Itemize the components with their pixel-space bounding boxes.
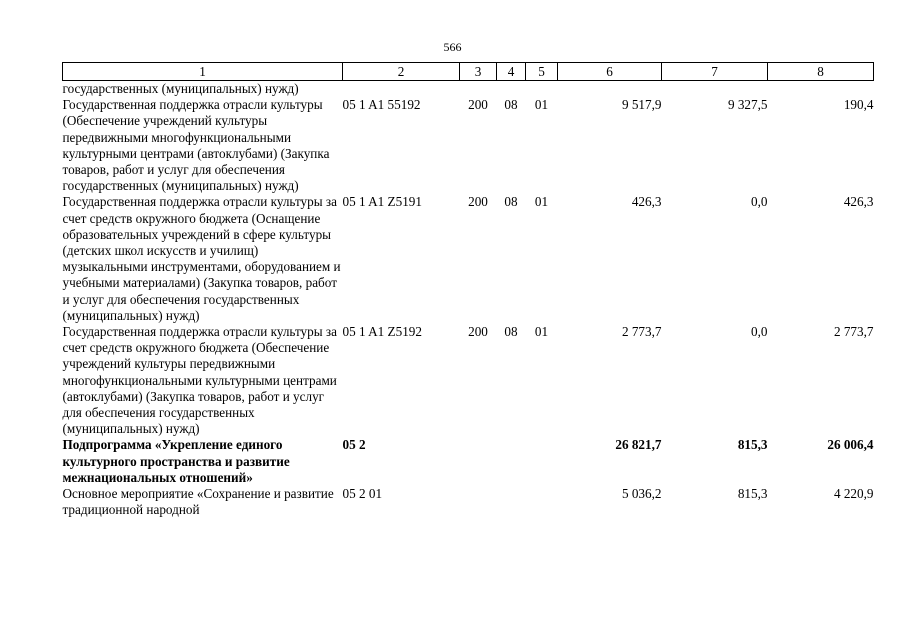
- header-cell-8: 8: [768, 63, 874, 81]
- header-cell-7: 7: [662, 63, 768, 81]
- row-col5: 01: [534, 194, 549, 210]
- header-cell-5: 5: [526, 63, 558, 81]
- row-code: 05 1 A1 Z5191: [342, 194, 422, 210]
- row-col7: 0,0: [751, 324, 768, 340]
- row-col8: 426,3: [843, 194, 874, 210]
- row-col6: 26 821,7: [615, 437, 662, 453]
- row-name: Основное мероприятие «Сохранение и развитие традиционной народной: [62, 486, 334, 518]
- row-code: 05 2 01: [342, 486, 383, 502]
- row-col5: [526, 437, 558, 486]
- row-name: Подпрограмма «Укрепление единого культурного пространства и развитие межнациональных отношений»: [62, 437, 290, 485]
- row-name: государственных (муниципальных) нужд): [62, 81, 299, 96]
- row-name: Государственная поддержка отрасли культуры за счет средств окружного бюджета (Обеспечение учреждений культуры передвижными многофункциональными культурными центрами (автоклубами) (Закупка товаров, работ и услуг для обеспечения государственных (муниципальных) нужд): [62, 324, 337, 437]
- table-row: [63, 437, 874, 486]
- row-col8: 190,4: [843, 97, 874, 113]
- row-col5: [526, 486, 558, 518]
- header-cell-6: 6: [558, 63, 662, 81]
- row-col4: 08: [504, 97, 518, 113]
- header-row: [63, 63, 874, 81]
- header-cell-3: 3: [460, 63, 497, 81]
- row-col8: [768, 81, 874, 98]
- row-col4: 08: [504, 324, 518, 340]
- row-col3: 200: [468, 97, 488, 113]
- row-col6: 2 773,7: [621, 324, 662, 340]
- row-code: 05 2: [342, 437, 366, 453]
- row-name: Государственная поддержка отрасли культуры (Обеспечение учреждений культуры передвижными многофункциональными культурными центрами (автоклубами) (Закупка товаров, работ и услуг для обеспечения государственных (муниципальных) нужд): [62, 97, 330, 194]
- row-col6: 9 517,9: [621, 97, 662, 113]
- row-code: 05 1 A1 Z5192: [342, 324, 422, 340]
- row-col4: [497, 81, 526, 98]
- row-col4: [497, 437, 526, 486]
- table-row: [63, 81, 874, 98]
- row-col6: [558, 81, 662, 98]
- budget-table: [62, 62, 874, 518]
- row-code: 05 1 A1 55192: [342, 97, 421, 113]
- table-row: [63, 486, 874, 518]
- row-col8: 4 220,9: [833, 486, 874, 502]
- row-col3: 200: [468, 324, 488, 340]
- row-col3: 200: [468, 194, 488, 210]
- row-col4: [497, 486, 526, 518]
- row-name: Государственная поддержка отрасли культуры за счет средств окружного бюджета (Оснащение образовательных учреждений в сфере культуры (детских школ искусств и училищ) музыкальными инструментами, оборудованием и учебными материалами) (Закупка товаров, работ и услуг для обеспечения государственных (муниципальных) нужд): [62, 194, 341, 323]
- table-row: [63, 97, 874, 194]
- row-col4: 08: [504, 194, 518, 210]
- table-row: [63, 194, 874, 324]
- row-col3: [460, 437, 497, 486]
- row-col7: [662, 81, 768, 98]
- row-col8: 2 773,7: [833, 324, 874, 340]
- table-row: [63, 324, 874, 437]
- header-cell-4: 4: [497, 63, 526, 81]
- row-col6: 426,3: [631, 194, 662, 210]
- row-col7: 0,0: [751, 194, 768, 210]
- row-col7: 9 327,5: [727, 97, 768, 113]
- row-col5: 01: [534, 97, 549, 113]
- row-col5: [526, 81, 558, 98]
- header-cell-2: 2: [343, 63, 460, 81]
- page-number: 566: [443, 40, 462, 54]
- row-col7: 815,3: [737, 437, 768, 453]
- row-col6: 5 036,2: [621, 486, 662, 502]
- row-col3: [460, 486, 497, 518]
- row-col5: 01: [534, 324, 549, 340]
- row-col3: [460, 81, 497, 98]
- header-cell-1: 1: [63, 63, 343, 81]
- row-code: [343, 81, 460, 98]
- row-col7: 815,3: [737, 486, 768, 502]
- row-col8: 26 006,4: [827, 437, 874, 453]
